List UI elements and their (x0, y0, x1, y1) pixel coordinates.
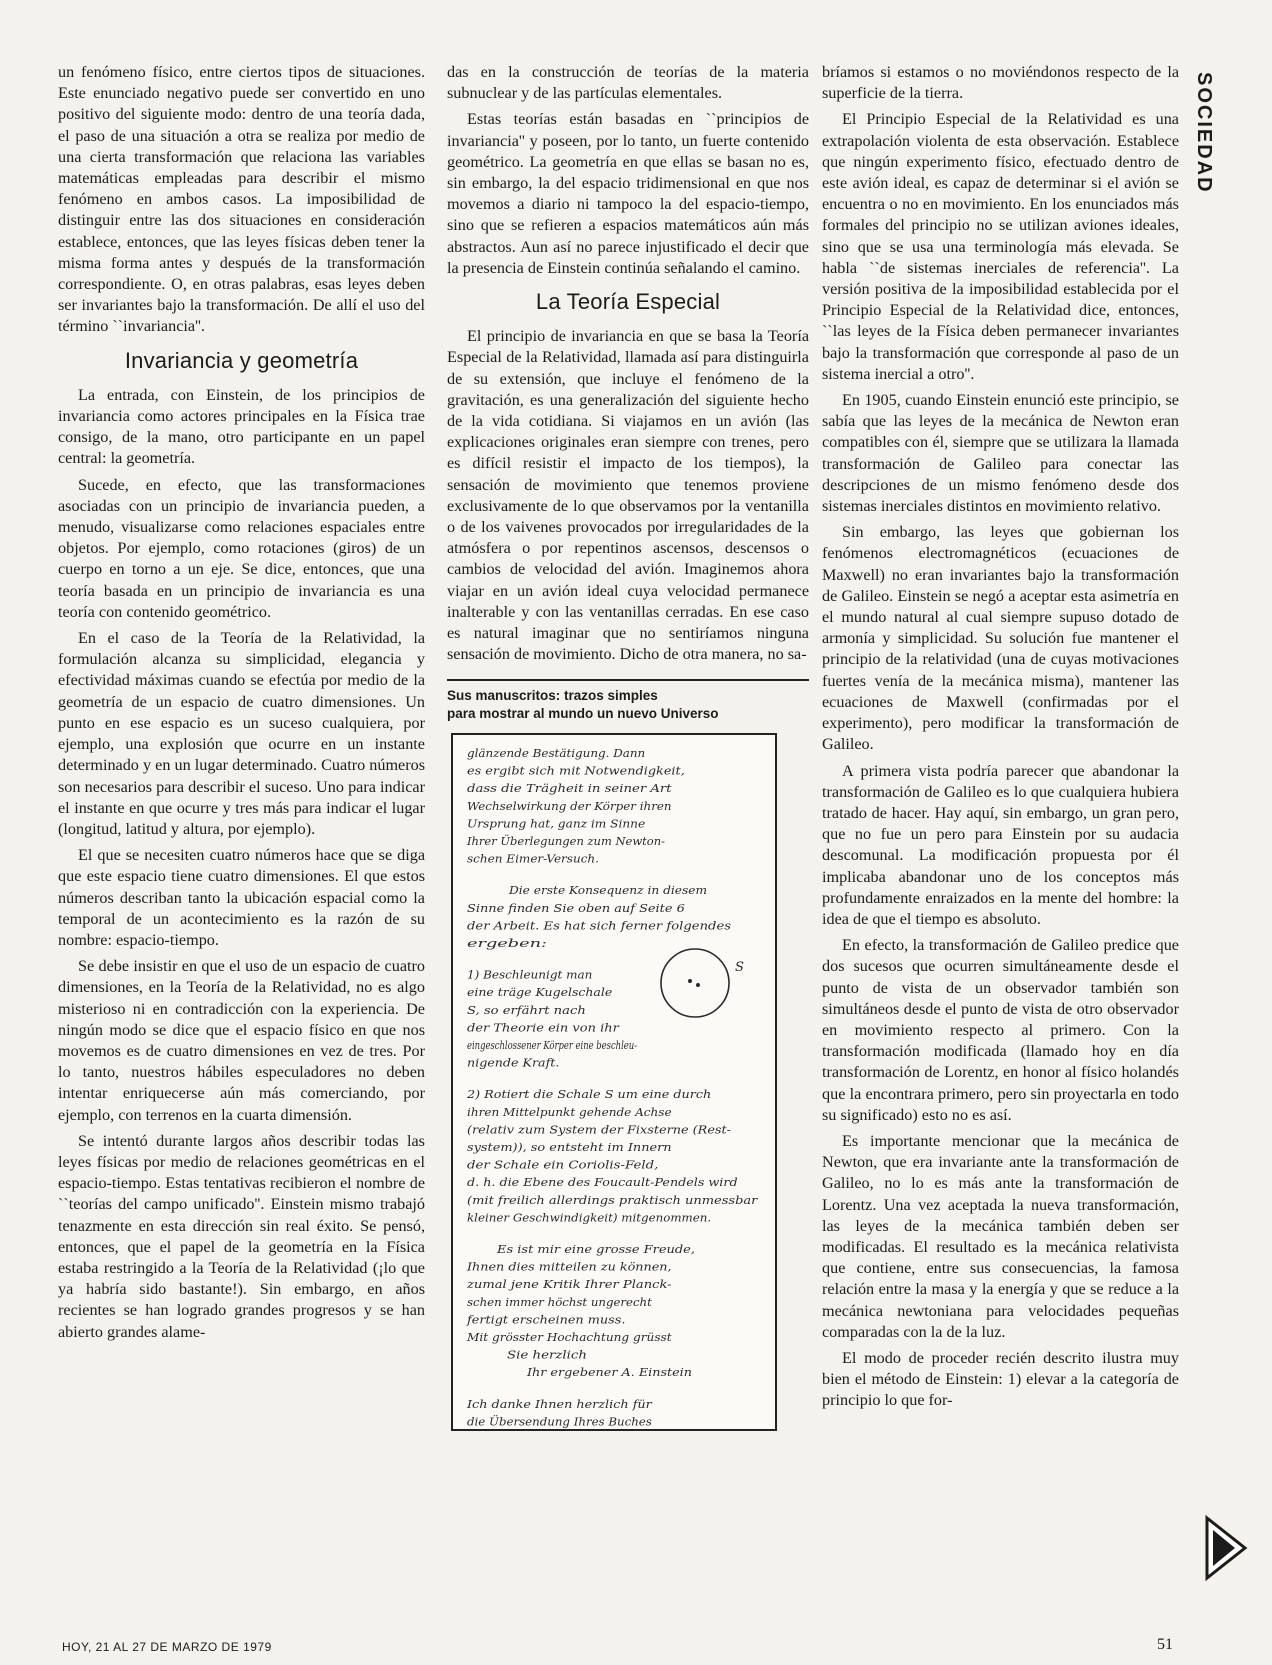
manuscript-line: 1) Beschleunigt man (467, 968, 593, 983)
manuscript-line: ihren Mittelpunkt gehende Achse (467, 1105, 672, 1120)
manuscript-line: Sie herzlich (507, 1348, 587, 1363)
caption-line: Sus manuscritos: trazos simples (447, 688, 658, 704)
manuscript-line: (mit freilich allerdings praktisch unmessbar (467, 1193, 760, 1208)
sketch-dot (696, 983, 700, 987)
manuscript-line: d. h. die Ebene des Foucault-Pendels wird (467, 1175, 738, 1190)
section-heading-teoria-especial: La Teoría Especial (535, 289, 721, 315)
manuscript-line: Ihrer Überlegungen zum Newton- (466, 834, 666, 849)
sketch-dot (688, 979, 692, 983)
manuscript-line: kleiner Geschwindigkeit) mitgenommen. (467, 1210, 712, 1225)
manuscript-line: Mit grösster Hochachtung grüsst (465, 1330, 672, 1345)
photo-caption (447, 687, 809, 723)
manuscript-line: Ihr ergebener A. Einstein (525, 1365, 692, 1380)
manuscript-line: dass die Trägheit in seiner Art (467, 781, 673, 796)
section-heading-invariancia: Invariancia y geometría (124, 347, 359, 373)
manuscript-line: es ergibt sich mit Notwendigkeit, (467, 764, 685, 779)
manuscript-image (451, 733, 777, 1431)
paragraph: Se debe insistir en que el uso de un espacio de cuatro dimensiones, en la Teoría de la Relatividad, no es algo misterioso ni en contradicción con la experiencia. De ningún modo se dice que el espacio físico en que nos movemos es de cuatro dimensiones en vez de tres. Por lo tanto, nuestros hábiles especuladores no deben intentar enriquecerse aún más comerciando, por ejemplo, con terrenos en la cuarta dimensión. (58, 957, 425, 1124)
paragraph: En el caso de la Teoría de la Relatividad, la formulación alcanza su simplicidad, elegancia y efectividad máximas cuando se efectúa por medio de la geometría de un espacio de cuatro dimensiones. Un punto en ese espacio es un suceso cualquiera, por ejemplo, una explosión que ocurre en un instante determinado y en un lugar determinado. Cuatro números son necesarios para describir el suceso. Uno para indicar el instante en que ocurre y tres más para indicar el lugar (longitud, latitud y altura, por ejemplo). (58, 629, 425, 838)
paragraph: Sin embargo, las leyes que gobiernan los fenómenos electromagnéticos (ecuaciones de Maxwell) no eran invariantes bajo la transformación de Galileo. Einstein se negó a aceptar esta asimetría en el mundo natural al cual siempre supuso dotado de armonía y simplicidad. Su solución fue mantener el principio de la relatividad (una de cuyas motivaciones fuertes venía de la mecánica misma), mantener las ecuaciones de Maxwell (confirmadas por el experimento), pero modificar la transformación de Galileo. (822, 523, 1179, 754)
paragraph: das en la construcción de teorías de la materia subnuclear y de las partículas elementales. (447, 63, 809, 103)
paragraph: La entrada, con Einstein, de los principios de invariancia como actores principales en la Física trae consigo, de la mano, otro participante en un papel central: la geometría. (58, 385, 425, 468)
paragraph: El principio de invariancia en que se basa la Teoría Especial de la Relatividad, llamada así para distinguirla de su extensión, que incluye el fenómeno de la gravitación, es una generalización del siguiente hecho de la vida cotidiana. Si viajamos en un avión (las explicaciones originales eran siempre con trenes, pero es difícil resistir el impacto de los tiempos), la sensación de movimiento que tenemos proviene exclusivamente de lo que observamos por la ventanilla o de los vaivenes provocados por irregularidades de la atmósfera o por repentinos ascensos, descensos o cambios de velocidad del avión. Imaginemos ahora viajar en un avión ideal cuya velocidad permanece inalterable y con las ventanillas cerradas. En ese caso es natural imaginar que no sentiríamos ninguna sensación de movimiento. Dicho de otra manera, no sa- (447, 327, 809, 664)
paragraph: A primera vista podría parecer que abandonar la transformación de Galileo es lo que cualquiera hubiera tratado de hacer. Hay aquí, sin embargo, un gran pero, que no fue un pero para Einstein por su audacia descomunal. La modificación propuesta por él implicaba abandonar uno de los conceptos más profundamente enraizados en la mente del hombre: la idea de que el tiempo es absoluto. (822, 761, 1179, 928)
manuscript-line: eingeschlossener Körper eine beschleu- (467, 1038, 638, 1053)
column-1 (58, 62, 425, 1348)
manuscript-line: Wechselwirkung der Körper ihren (467, 799, 672, 814)
sketch-label: S (735, 960, 744, 976)
manuscript-line: glänzende Bestätigung. Dann (467, 746, 646, 761)
manuscript-line: der Arbeit. Es hat sich ferner folgendes (467, 918, 732, 933)
paragraph: Estas teorías están basadas en ``principios de invariancia'' y poseen, por lo tanto, un fuerte contenido geométrico. La geometría en que ellas se basan no es, sin embargo, la del espacio tridimensional en que nos movemos a diario ni tampoco la del espacio-tiempo, sino que se refieren a espacios matemáticos aún más abstractos. Aun así no parece injustificado el decir que la presencia de Einstein continúa señalando el camino. (447, 110, 809, 277)
manuscript-line: Ich danke Ihnen herzlich für (465, 1397, 654, 1412)
paragraph: Se intentó durante largos años describir todas las leyes físicas por medio de relaciones geométricas en el espacio-tiempo. Estas tentativas recibieron el nombre de ``teorías del campo unificado''. Einstein mismo trabajó tenazmente en esta dirección sin real éxito. Se pensó, entonces, que el papel de la geometría en la Física estaba restringido a la Teoría de la Relatividad (¡lo que ya habría sido bastante!). Sin embargo, en años recientes se han logrado grandes progresos y se han abierto grandes alame- (58, 1131, 425, 1341)
paragraph: Sucede, en efecto, que las transformaciones asociadas con un principio de invariancia pueden, a menudo, visualizarse como relaciones espaciales entre objetos. Por ejemplo, como rotaciones (giros) de un cuerpo en torno a un eje. Se dice, entonces, que una teoría basada en un principio de invariancia es una teoría con contenido geométrico. (58, 475, 425, 621)
section-tag-label: SOCIEDAD (1193, 72, 1215, 194)
paragraph: El Principio Especial de la Relatividad es una extrapolación violenta de esta observación. Establece que ningún experimento físico, efectuado dentro de este avión ideal, es capaz de determinar si el avión se encuentra o no en movimiento. En los enunciados más formales del principio no se utilizan aviones ideales, sino que se usa una terminología más elevada. Se habla ``de sistemas inerciales de referencia''. La versión positiva de la imposibilidad establecida por el Principio Especial de la Relatividad dice, entonces, ``las leyes de la Física deben permanecer invariantes bajo la transformación que corresponde al paso de un sistema inercial a otro''. (822, 110, 1179, 383)
manuscript-line: eine träge Kugelschale (467, 985, 613, 1000)
manuscript-line: schen Eimer-Versuch. (467, 852, 599, 867)
manuscript-line: Sinne finden Sie oben auf Seite 6 (467, 901, 685, 916)
manuscript-line: fertigt erscheinen muss. (465, 1312, 626, 1327)
manuscript-line: der Schale ein Coriolis-Feld, (467, 1158, 659, 1173)
manuscript-line: Die erste Konsequenz in diesem (507, 883, 708, 898)
manuscript-line: nigende Kraft. (467, 1056, 560, 1071)
paragraph: En 1905, cuando Einstein enunció este principio, se sabía que las leyes de la mecánica de Newton eran compatibles con él, siempre que se utilizara la llamada transformación de Galileo para conectar las descripciones de un mismo fenómeno desde dos sistemas inerciales distintos en movimiento relativo. (822, 391, 1179, 516)
manuscript-line: (relativ zum System der Fixsterne (Rest- (467, 1122, 732, 1137)
manuscript-line: schen immer höchst ungerecht (467, 1295, 653, 1310)
manuscript-handwriting (453, 735, 775, 1429)
page-number: 51 (1157, 1636, 1173, 1653)
issue-date: HOY, 21 AL 27 DE MARZO DE 1979 (62, 1640, 272, 1654)
manuscript-line: Ihnen dies mitteilen zu können, (465, 1260, 672, 1275)
column-2 (447, 62, 809, 1431)
paragraph: Es importante mencionar que la mecánica de Newton, que era invariante ante la transformación de Galileo, no lo es más ante la transformación de Lorentz. Una vez aceptada la nueva transformación, las leyes de la mecánica también deben ser modificadas. El resultado es la mecánica relativista que contiene, entre sus consecuencias, la famosa relación entre la masa y la energía y que se reduce a la mecánica newtoniana para velocidades pequeñas comparadas con la de la luz. (822, 1131, 1179, 1341)
sphere-sketch (661, 949, 729, 1017)
manuscript-line: 2) Rotiert die Schale S um eine durch (465, 1087, 712, 1102)
section-tag (1188, 72, 1218, 292)
paragraph: El que se necesiten cuatro números hace que se diga que este espacio tiene cuatro dimensiones. El que estos números describan tanto la ubicación espacial como la temporal de un acontecimiento es la razón de su nombre: espacio-tiempo. (58, 846, 425, 949)
manuscript-line: S, so erfährt nach (467, 1003, 586, 1018)
manuscript-line: system)), so entsteht im Innern (467, 1140, 672, 1155)
manuscript-line: Es ist mir eine grosse Freude, (495, 1242, 695, 1257)
continue-arrow-icon (1197, 1512, 1249, 1584)
paragraph: En efecto, la transformación de Galileo predice que dos sucesos que ocurren simultáneamente desde el punto de vista de un observador también son simultáneos desde el punto de vista de otro observador en movimiento respecto al primero. Con la transformación modificada (llamado hoy en día transformación de Lorentz, en honor al físico holandés que la encontrara primero, pero sin proyectarla en todo su significado) esto no es así. (822, 936, 1179, 1124)
column-3 (822, 62, 1179, 1417)
manuscript-line: ergeben: (467, 936, 548, 951)
caption-line: para mostrar al mundo un nuevo Universo (447, 706, 719, 722)
manuscript-line: Ursprung hat, ganz im Sinne (467, 816, 646, 831)
paragraph: El modo de proceder recién descrito ilustra muy bien el método de Einstein: 1) elevar a la categoría de principio lo que for- (822, 1348, 1179, 1410)
paragraph: bríamos si estamos o no moviéndonos respecto de la superficie de la tierra. (822, 63, 1179, 103)
manuscript-line: zumal jene Kritik Ihrer Planck- (465, 1277, 672, 1292)
manuscript-line: die Übersendung Ihres Buches (467, 1414, 652, 1429)
manuscript-line: der Theorie ein von ihr (467, 1020, 621, 1035)
paragraph: un fenómeno físico, entre ciertos tipos de situaciones. Este enunciado negativo puede ser convertido en uno positivo del siguiente modo: dentro de una teoría dada, el paso de una situación a otra se realiza por medio de una cierta transformación que relaciona las variables matemáticas empleadas para describir el mismo fenómeno en ambos casos. La imposibilidad de distinguir entre las dos situaciones en consideración establece, entonces, que las leyes físicas deben tener la misma forma antes y después de la transformación correspondiente. O, en otras palabras, esas leyes deben ser invariantes bajo la transformación. De allí el uso del término ``invariancia''. (58, 63, 425, 336)
caption-divider (447, 679, 809, 681)
